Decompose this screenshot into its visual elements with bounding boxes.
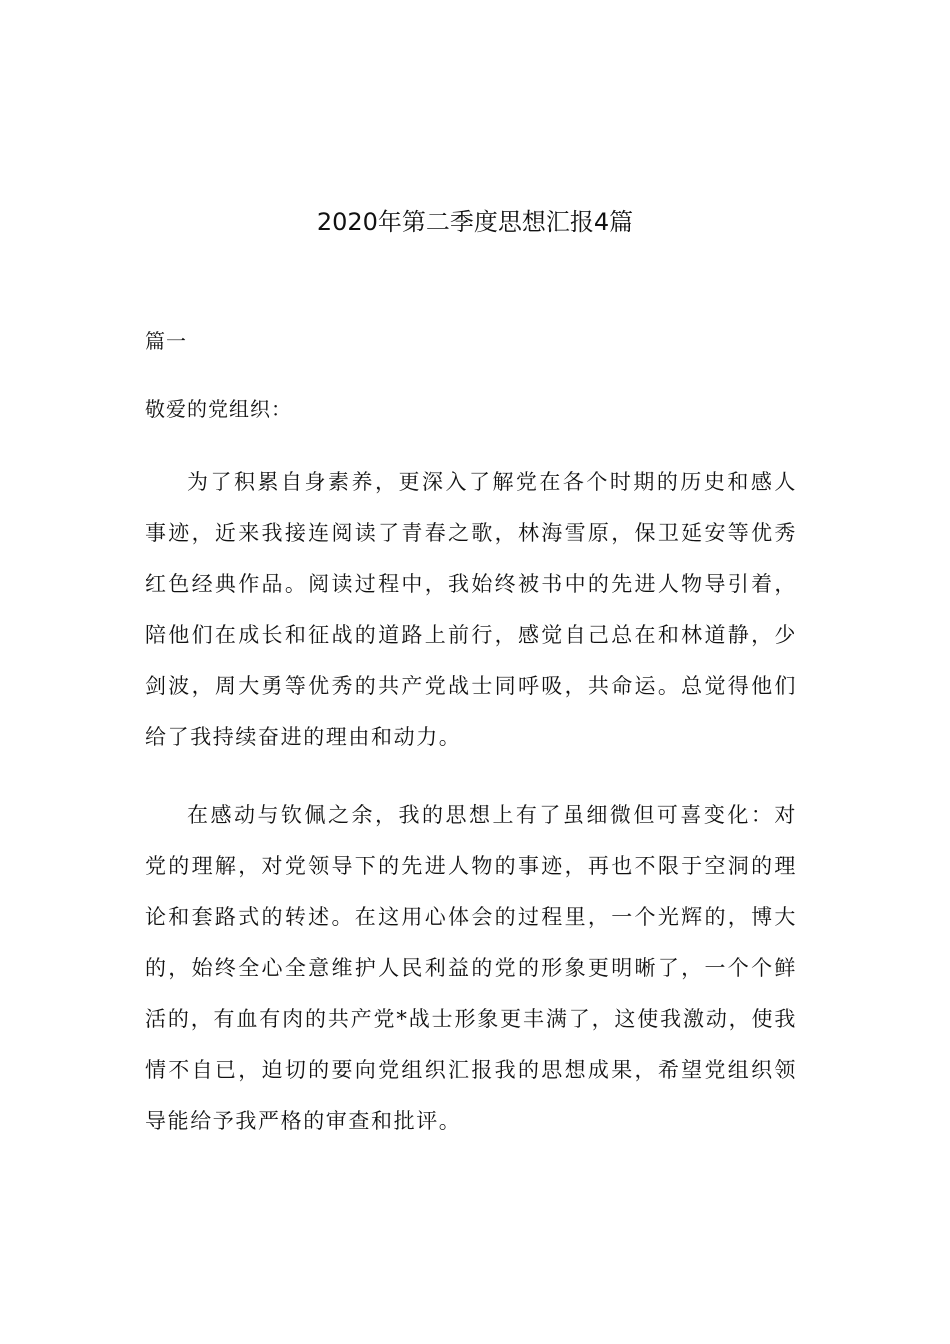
document-body bbox=[145, 321, 797, 1174]
body-paragraph-2: 在感动与钦佩之余，我的思想上有了虽细微但可喜变化：对党的理解，对党领导下的先进人物的事迹，再也不限于空洞的理论和套路式的转述。在这用心体会的过程里，一个光辉的，博大的，始终全心全意维护人民利益的党的形象更明晰了，一个个鲜活的，有血有肉的共产党*战士形象更丰满了，这使我激动，使我情不自已，迫切的要向党组织汇报我的思想成果，希望党组织领导能给予我严格的审查和批评。 bbox=[145, 803, 797, 1133]
body-paragraph-1: 为了积累自身素养，更深入了解党在各个时期的历史和感人事迹，近来我接连阅读了青春之歌，林海雪原，保卫延安等优秀红色经典作品。阅读过程中，我始终被书中的先进人物导引着，陪他们在成长和征战的道路上前行，感觉自己总在和林道静，少剑波，周大勇等优秀的共产党战士同呼吸，共命运。总觉得他们给了我持续奋进的理由和动力。 bbox=[145, 470, 797, 749]
document-title: 2020年第二季度思想汇报4篇 bbox=[316, 208, 634, 236]
section-label: 篇一 bbox=[145, 329, 187, 353]
salutation: 敬爱的党组织： bbox=[145, 397, 292, 421]
